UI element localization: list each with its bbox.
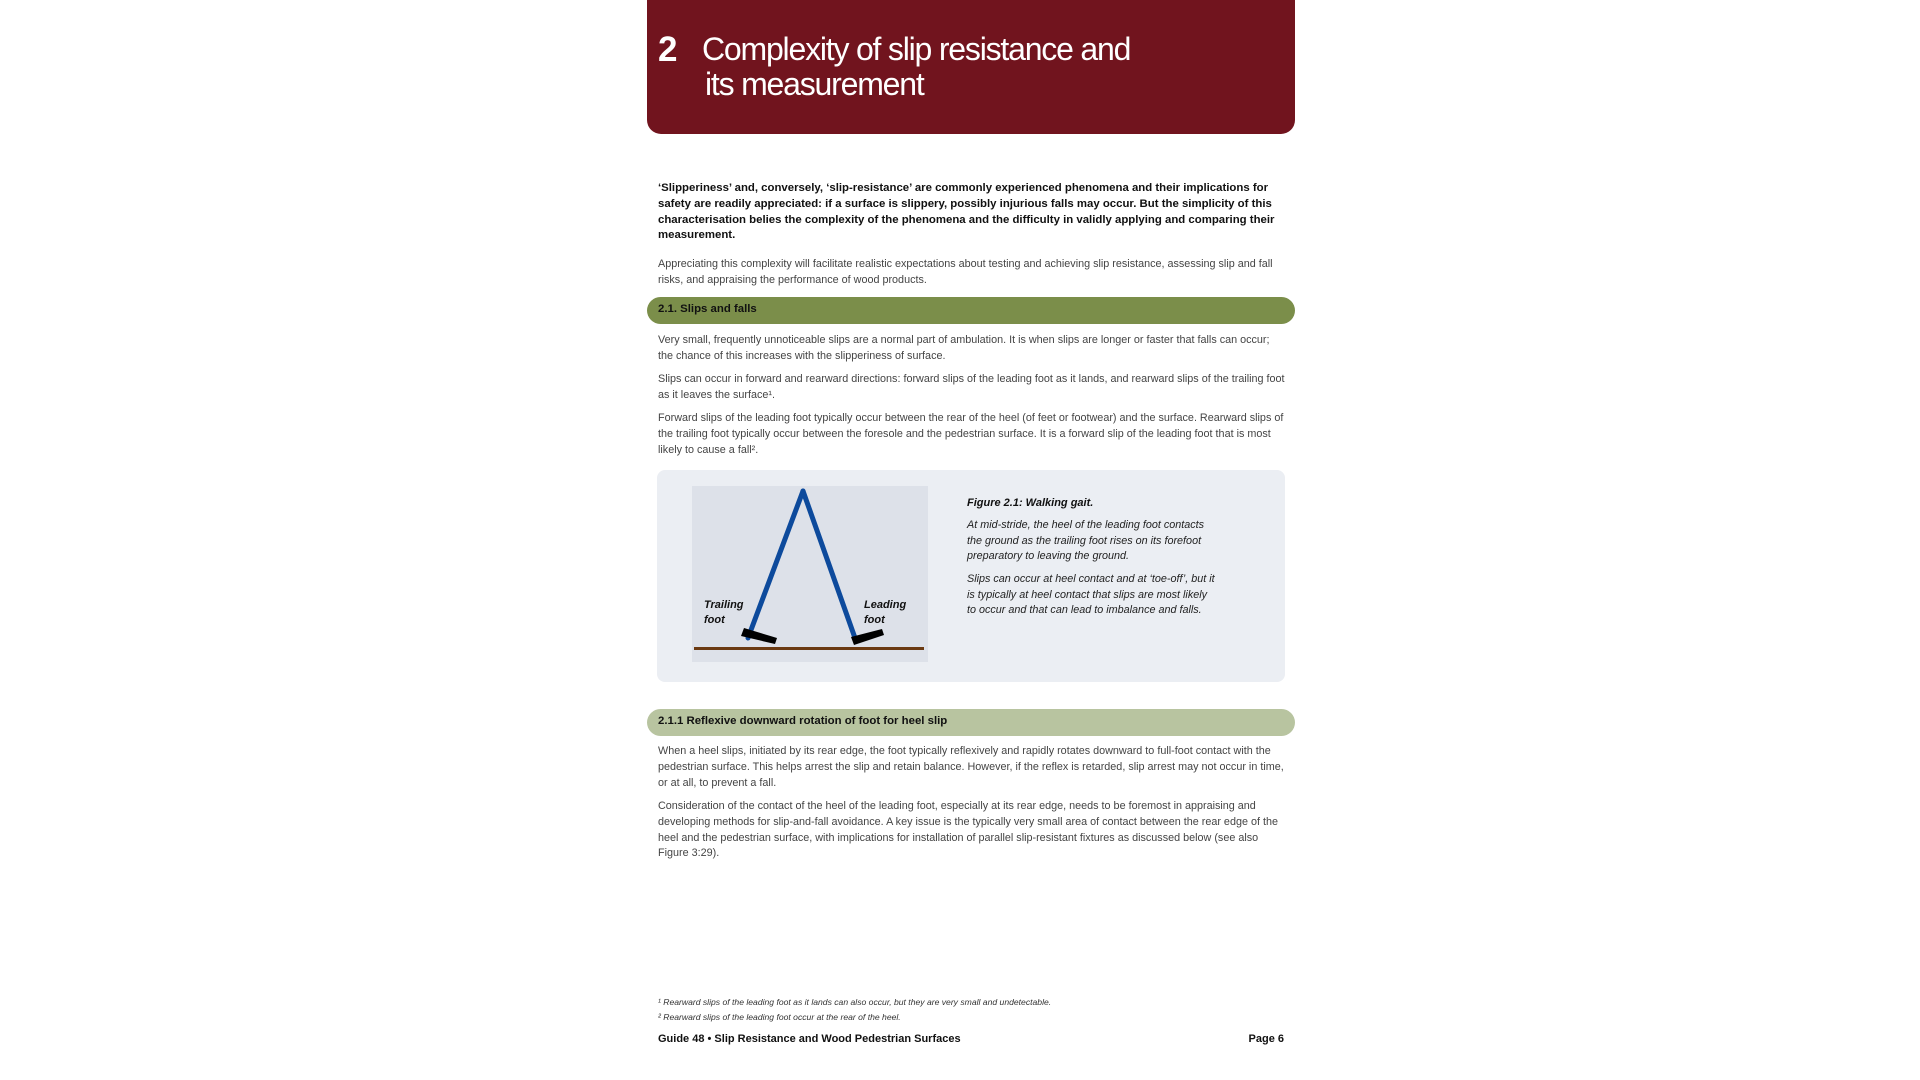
figure-caption-2: Slips can occur at heel contact and at ‘toe-off’, but it is typically at heel contact that slips are most likely to occur and that can lead to imbalance and falls. <box>967 573 1215 617</box>
ground-line <box>694 647 924 650</box>
footer-page-number: Page 6 <box>1248 1033 1284 1045</box>
section-2-1-paragraph-3: Forward slips of the leading foot typically occur between the rear of the heel (of feet or footwear) and the surface. Rearward slips of the trailing foot typically occur between the foresole and the pedestrian surface. It is a forward slip of the leading foot that is most likely to cause a fall². <box>658 412 1284 456</box>
section-heading-label: 2.1.1 Reflexive downward rotation of foot for heel slip <box>658 715 948 727</box>
chapter-title-line-1: Complexity of slip resistance and <box>702 31 1131 67</box>
figure-title: Figure 2.1: Walking gait. <box>967 497 1094 509</box>
trailing-foot-label-1: Trailing <box>704 599 744 611</box>
footnote-1: ¹ Rearward slips of the leading foot as it lands can also occur, but they are very small and undetectable. <box>658 997 1052 1007</box>
section-heading-label: 2.1. Slips and falls <box>658 303 757 315</box>
section-heading-2-1 <box>647 297 1295 324</box>
leading-foot-label-2: foot <box>864 614 885 626</box>
section-2-1-1-paragraph-2: Consideration of the contact of the heel of the leading foot, especially at its rear edge, needs to be foremost in appraising and developing methods for slip-and-fall avoidance. A key issue is the typically very small area of contact between the rear edge of the heel and the pedestrian surface, with implications for installation of parallel slip-resistant fixtures as discussed below (see also Figure 3:29). <box>658 800 1278 860</box>
section-2-1-paragraph-2: Slips can occur in forward and rearward directions: forward slips of the leading foot as it lands, and rearward slips of the trailing foot as it leaves the surface¹. <box>658 373 1285 401</box>
leading-foot-label-1: Leading <box>864 599 907 611</box>
figure-caption-1: At mid-stride, the heel of the leading foot contacts the ground as the trailing foot rises on its forefoot preparatory to leaving the ground. <box>967 519 1205 563</box>
footer-guide-title: Guide 48 • Slip Resistance and Wood Pedestrian Surfaces <box>658 1033 961 1045</box>
intro-lead: ‘Slipperiness’ and, conversely, ‘slip-resistance’ are commonly experienced phenomena and their implications for safety are readily appreciated: if a surface is slippery, possibly injurious falls may occur. But the simplicity of this characterisation belies the complexity of the phenomena and the difficulty in validly applying and comparing their measurement. <box>658 182 1275 242</box>
section-2-1-paragraph-1: Very small, frequently unnoticeable slips are a normal part of ambulation. It is when slips are longer or faster that falls can occur; the chance of this increases with the slipperiness of surface. <box>658 334 1270 362</box>
walking-gait-illustration <box>692 486 928 662</box>
figure-walking-gait <box>657 470 1285 682</box>
chapter-banner <box>647 0 1295 134</box>
document-page <box>647 0 1295 1080</box>
footnote-2: ² Rearward slips of the leading foot occur at the rear of the heel. <box>658 1012 901 1022</box>
chapter-title <box>702 32 1130 102</box>
intro-body: Appreciating this complexity will facilitate realistic expectations about testing and achieving slip resistance, assessing slip and fall risks, and appraising the performance of wood products. <box>658 258 1273 286</box>
chapter-title-line-2: its measurement <box>705 66 924 102</box>
trailing-foot-label-2: foot <box>704 614 725 626</box>
chapter-number: 2 <box>658 30 677 69</box>
section-2-1-1-paragraph-1: When a heel slips, initiated by its rear edge, the foot typically reflexively and rapidly rotates downward to full-foot contact with the pedestrian surface. This helps arrest the slip and retain balance. However, if the reflex is retarded, slip arrest may not occur in time, or at all, to prevent a fall. <box>658 745 1284 789</box>
section-heading-2-1-1 <box>647 709 1295 736</box>
